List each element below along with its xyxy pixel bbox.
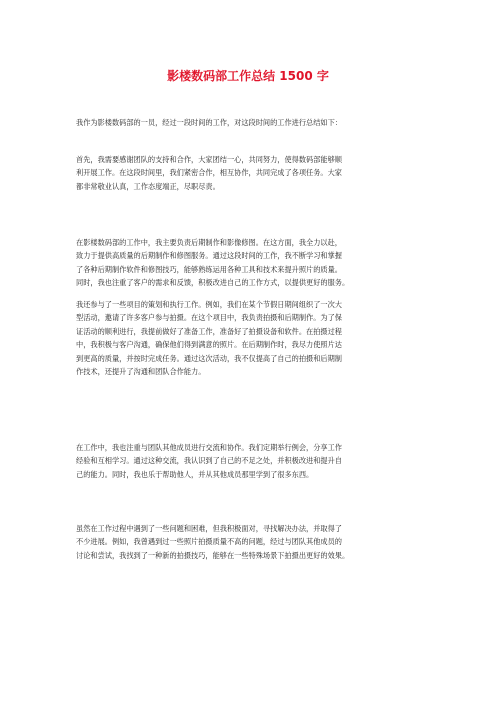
paragraph-line: 同时，我也注重了客户的需求和反馈，积极改进自己的工作方式，以提供更好的服务。 (76, 278, 350, 288)
paragraph-projects (76, 298, 436, 378)
paragraph-line: 我还参与了一些项目的策划和执行工作。例如，我们在某个节假日期间组织了一次大 (76, 300, 342, 309)
paragraph-line: 利开展工作。在这段时间里，我们紧密合作，相互协作，共同完成了各项任务。大家 (76, 168, 342, 178)
paragraph-line: 经验和互相学习。通过这种交流，我认识到了自己的不足之处，并积极改进和提升自 (76, 456, 342, 466)
paragraph-line: 作技术，还提升了沟通和团队合作能力。 (76, 367, 206, 377)
paragraph-line: 讨论和尝试，我找到了一种新的拍摄技巧，能够在一些特殊场景下拍摄出更好的效果。 (76, 550, 350, 560)
paragraph-line: 到更高的质量，并按时完成任务。通过这次活动，我不仅提高了自己的拍摄和后期制 (76, 353, 342, 363)
paragraph-line: 己的能力。同时，我也乐于帮助他人，并从其他成员那里学到了很多东西。 (76, 469, 314, 479)
paragraph-teamwork (76, 153, 436, 193)
paragraph-intro (76, 116, 436, 129)
paragraph-line: 中，我积极与客户沟通，确保他们得到满意的照片。在后期制作时，我尽力使照片达 (76, 340, 342, 350)
paragraph-line: 我作为影楼数码部的一员，经过一段时间的工作，对这段时间的工作进行总结如下： (76, 118, 342, 127)
paragraph-line: 首先，我需要感谢团队的支持和合作，大家团结一心，共同努力，使得数码部能够顺 (76, 155, 342, 164)
paragraph-line: 在影楼数码部的工作中，我主要负责后期制作和影像修图。在这方面，我全力以赴， (76, 238, 342, 247)
paragraph-line: 了各种后期制作软件和修图技巧，能够熟练运用各种工具和技术来提升照片的质量。 (76, 264, 342, 274)
paragraph-post-production (76, 236, 436, 290)
paragraph-line: 在工作中，我也注重与团队其他成员进行交流和协作。我们定期举行例会，分享工作 (76, 443, 342, 452)
page-title: 影楼数码部工作总结 1500 字 (167, 69, 329, 83)
paragraph-line: 虽然在工作过程中遇到了一些问题和困难，但我积极面对，寻找解决办法，并取得了 (76, 524, 342, 533)
paragraph-line: 型活动，邀请了许多客户参与拍摄。在这个项目中，我负责拍摄和后期制作。为了保 (76, 313, 342, 323)
paragraph-communication (76, 441, 436, 481)
paragraph-line: 都非常敬业认真，工作态度端正，尽职尽责。 (76, 181, 220, 191)
paragraph-line: 致力于提供高质量的后期制作和修图服务。通过这段时间的工作，我不断学习和掌握 (76, 251, 342, 261)
paragraph-line: 不少进展。例如，我曾遇到过一些照片拍摄质量不高的问题，经过与团队其他成员的 (76, 537, 342, 547)
paragraph-line: 证活动的顺利进行，我提前做好了准备工作，准备好了拍摄设备和软件。在拍摄过程 (76, 326, 342, 336)
paragraph-challenges (76, 522, 436, 562)
